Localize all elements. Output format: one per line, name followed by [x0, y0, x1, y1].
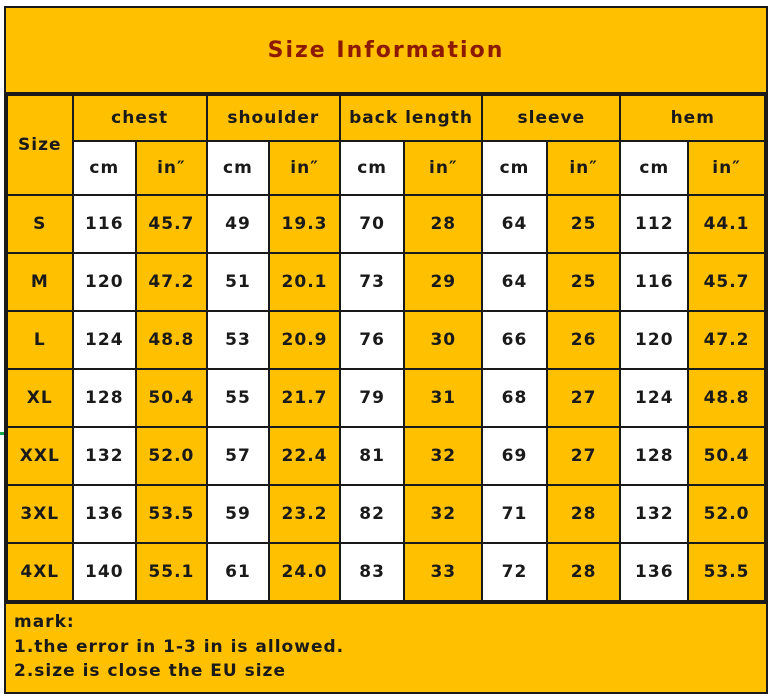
- cell-back-length-cm: 83: [340, 543, 405, 601]
- cell-chest-cm: 132: [73, 427, 137, 485]
- cell-hem-in: 50.4: [688, 427, 765, 485]
- cell-shoulder-in: 20.1: [269, 253, 340, 311]
- row-size-label: L: [7, 311, 73, 369]
- header-group-chest: chest: [73, 95, 207, 141]
- cell-back-length-in: 30: [404, 311, 482, 369]
- cell-sleeve-cm: 64: [482, 253, 547, 311]
- note-line-2: 2.size is close the EU size: [14, 661, 286, 682]
- cell-sleeve-cm: 71: [482, 485, 547, 543]
- table-row: [7, 543, 765, 601]
- cell-chest-cm: 124: [73, 311, 137, 369]
- table-row: [7, 427, 765, 485]
- cell-shoulder-cm: 61: [207, 543, 269, 601]
- cell-hem-cm: 124: [620, 369, 688, 427]
- page-title: Size Information: [267, 37, 505, 63]
- cell-chest-in: 55.1: [136, 543, 207, 601]
- header-unit-sleeve-in: in″: [547, 141, 621, 195]
- cell-sleeve-in: 28: [547, 485, 621, 543]
- cell-hem-in: 44.1: [688, 195, 765, 253]
- cell-hem-cm: 136: [620, 543, 688, 601]
- header-unit-chest-cm: cm: [73, 141, 137, 195]
- table-row: [7, 369, 765, 427]
- table-header-groups: [7, 95, 765, 141]
- cell-shoulder-in: 22.4: [269, 427, 340, 485]
- cell-shoulder-in: 19.3: [269, 195, 340, 253]
- table-row: [7, 253, 765, 311]
- cell-hem-cm: 128: [620, 427, 688, 485]
- cell-chest-in: 45.7: [136, 195, 207, 253]
- cell-shoulder-in: 20.9: [269, 311, 340, 369]
- header-unit-hem-cm: cm: [620, 141, 688, 195]
- size-chart-sheet: [4, 6, 768, 694]
- header-unit-shoulder-cm: cm: [207, 141, 269, 195]
- cell-back-length-cm: 79: [340, 369, 405, 427]
- header-group-hem: hem: [620, 95, 765, 141]
- cell-back-length-cm: 76: [340, 311, 405, 369]
- cell-back-length-in: 28: [404, 195, 482, 253]
- row-size-label: M: [7, 253, 73, 311]
- header-group-shoulder: shoulder: [207, 95, 340, 141]
- cell-back-length-in: 32: [404, 427, 482, 485]
- cell-shoulder-in: 23.2: [269, 485, 340, 543]
- row-size-label: 4XL: [7, 543, 73, 601]
- header-group-sleeve: sleeve: [482, 95, 620, 141]
- header-group-back-length: back length: [340, 95, 482, 141]
- cell-sleeve-in: 26: [547, 311, 621, 369]
- cell-hem-in: 47.2: [688, 311, 765, 369]
- cell-shoulder-cm: 55: [207, 369, 269, 427]
- header-unit-back-length-cm: cm: [340, 141, 405, 195]
- cell-back-length-cm: 82: [340, 485, 405, 543]
- cell-shoulder-in: 24.0: [269, 543, 340, 601]
- cell-shoulder-cm: 57: [207, 427, 269, 485]
- note-line-1: 1.the error in 1-3 in is allowed.: [14, 636, 345, 657]
- cell-sleeve-in: 27: [547, 427, 621, 485]
- table-header-units: [7, 141, 765, 195]
- cell-chest-in: 50.4: [136, 369, 207, 427]
- cell-shoulder-cm: 51: [207, 253, 269, 311]
- cell-hem-in: 52.0: [688, 485, 765, 543]
- cell-sleeve-cm: 64: [482, 195, 547, 253]
- cell-shoulder-cm: 59: [207, 485, 269, 543]
- cell-hem-cm: 120: [620, 311, 688, 369]
- cell-back-length-cm: 73: [340, 253, 405, 311]
- cell-sleeve-cm: 68: [482, 369, 547, 427]
- cell-chest-cm: 120: [73, 253, 137, 311]
- cell-sleeve-in: 25: [547, 195, 621, 253]
- cell-hem-in: 53.5: [688, 543, 765, 601]
- row-size-label: S: [7, 195, 73, 253]
- table-row: [7, 311, 765, 369]
- cell-back-length-cm: 70: [340, 195, 405, 253]
- cell-chest-in: 48.8: [136, 311, 207, 369]
- row-size-label: 3XL: [7, 485, 73, 543]
- cell-hem-in: 45.7: [688, 253, 765, 311]
- cell-back-length-in: 32: [404, 485, 482, 543]
- cell-chest-cm: 136: [73, 485, 137, 543]
- header-size: Size: [7, 95, 73, 195]
- row-size-label: XXL: [7, 427, 73, 485]
- cell-chest-in: 52.0: [136, 427, 207, 485]
- cell-back-length-in: 33: [404, 543, 482, 601]
- cell-sleeve-in: 27: [547, 369, 621, 427]
- header-unit-hem-in: in″: [688, 141, 765, 195]
- cell-shoulder-in: 21.7: [269, 369, 340, 427]
- header-unit-sleeve-cm: cm: [482, 141, 547, 195]
- cell-chest-in: 47.2: [136, 253, 207, 311]
- size-table: [6, 94, 766, 602]
- cell-sleeve-in: 28: [547, 543, 621, 601]
- note-section: [6, 602, 766, 692]
- cell-chest-cm: 140: [73, 543, 137, 601]
- cell-sleeve-cm: 69: [482, 427, 547, 485]
- cell-back-length-in: 31: [404, 369, 482, 427]
- cell-sleeve-cm: 72: [482, 543, 547, 601]
- cell-sleeve-cm: 66: [482, 311, 547, 369]
- row-size-label: XL: [7, 369, 73, 427]
- cell-back-length-cm: 81: [340, 427, 405, 485]
- cell-hem-cm: 112: [620, 195, 688, 253]
- cell-chest-cm: 116: [73, 195, 137, 253]
- cell-shoulder-cm: 49: [207, 195, 269, 253]
- cell-hem-cm: 116: [620, 253, 688, 311]
- title-bar: [6, 8, 766, 94]
- header-unit-shoulder-in: in″: [269, 141, 340, 195]
- cell-hem-cm: 132: [620, 485, 688, 543]
- note-heading: mark:: [14, 612, 75, 632]
- table-row: [7, 485, 765, 543]
- cell-chest-in: 53.5: [136, 485, 207, 543]
- cell-back-length-in: 29: [404, 253, 482, 311]
- header-unit-chest-in: in″: [136, 141, 207, 195]
- cell-shoulder-cm: 53: [207, 311, 269, 369]
- cell-chest-cm: 128: [73, 369, 137, 427]
- table-row: [7, 195, 765, 253]
- header-unit-back-length-in: in″: [404, 141, 482, 195]
- cell-sleeve-in: 25: [547, 253, 621, 311]
- cell-hem-in: 48.8: [688, 369, 765, 427]
